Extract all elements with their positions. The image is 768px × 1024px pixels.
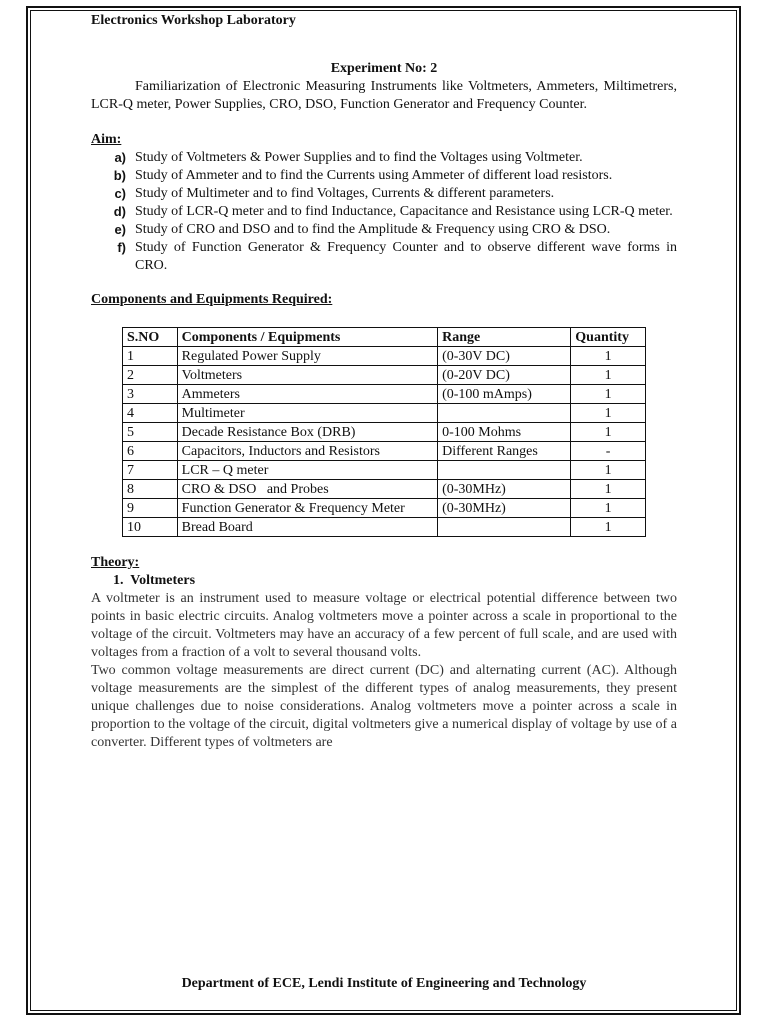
cell-component: Multimeter	[177, 404, 437, 423]
cell-component: Function Generator & Frequency Meter	[177, 499, 437, 518]
cell-sno: 3	[123, 385, 178, 404]
cell-sno: 5	[123, 423, 178, 442]
page-content	[91, 60, 677, 752]
column-header-quantity: Quantity	[571, 328, 646, 347]
cell-range: (0-30MHz)	[438, 499, 571, 518]
aim-item-letter: e)	[114, 222, 126, 237]
aim-item	[91, 239, 677, 275]
cell-quantity: 1	[571, 404, 646, 423]
lab-title: Electronics Workshop Laboratory	[91, 13, 296, 28]
cell-sno: 7	[123, 461, 178, 480]
aim-item-text: Study of Voltmeters & Power Supplies and to find the Voltages using Voltmeter.	[135, 150, 583, 165]
table-row	[123, 518, 646, 537]
column-header-range: Range	[438, 328, 571, 347]
cell-sno: 4	[123, 404, 178, 423]
table-row	[123, 366, 646, 385]
cell-sno: 10	[123, 518, 178, 537]
cell-sno: 2	[123, 366, 178, 385]
aim-item-letter: c)	[114, 186, 126, 201]
aim-item-letter: f)	[117, 240, 126, 255]
aim-item-text: Study of Multimeter and to find Voltages, Currents & different parameters.	[135, 186, 555, 201]
cell-component: Decade Resistance Box (DRB)	[177, 423, 437, 442]
experiment-description: Familiarization of Electronic Measuring Instruments like Voltmeters, Ammeters, Miltimetrers, LCR-Q meter, Power Supplies, CRO, DSO, Function Generator and Frequency Counter.	[91, 79, 677, 112]
cell-range: (0-20V DC)	[438, 366, 571, 385]
aim-item-letter: a)	[114, 150, 126, 165]
table-row	[123, 442, 646, 461]
column-header-sno: S.NO	[123, 328, 178, 347]
theory-paragraph: A voltmeter is an instrument used to measure voltage or electrical potential difference between two points in basic electric circuits. Analog voltmeters move a pointer across a scale in proportional to the voltage of the circuit. Voltmeters may have an accuracy of a few percent of full scale, and are used with voltages from a fraction of a volt to several thousand volts.	[91, 591, 677, 660]
components-heading: Components and Equipments Required:	[91, 292, 333, 307]
cell-range	[438, 461, 571, 480]
aim-item	[91, 185, 677, 203]
aim-item-letter: d)	[113, 204, 126, 219]
aim-item	[91, 167, 677, 185]
cell-sno: 1	[123, 347, 178, 366]
cell-range: (0-100 mAmps)	[438, 385, 571, 404]
cell-sno: 6	[123, 442, 178, 461]
theory-heading: Theory:	[91, 555, 140, 570]
cell-component: Bread Board	[177, 518, 437, 537]
cell-component: Capacitors, Inductors and Resistors	[177, 442, 437, 461]
page-footer: Department of ECE, Lendi Institute of Engineering and Technology	[181, 976, 587, 991]
cell-quantity: 1	[571, 518, 646, 537]
cell-range: Different Ranges	[438, 442, 571, 461]
table-row	[123, 480, 646, 499]
table-row	[123, 499, 646, 518]
theory-subheading: 1. Voltmeters	[113, 573, 196, 588]
cell-range	[438, 518, 571, 537]
aim-item-text: Study of Function Generator & Frequency Counter and to observe different wave forms in CRO.	[135, 240, 677, 273]
cell-component: Regulated Power Supply	[177, 347, 437, 366]
table-row	[123, 347, 646, 366]
equipment-table	[122, 327, 646, 537]
cell-component: LCR – Q meter	[177, 461, 437, 480]
cell-quantity: 1	[571, 366, 646, 385]
aim-heading: Aim:	[91, 132, 122, 147]
aim-item	[91, 203, 677, 221]
aim-item-text: Study of LCR-Q meter and to find Inductance, Capacitance and Resistance using LCR-Q meter.	[135, 204, 673, 219]
cell-range: (0-30V DC)	[438, 347, 571, 366]
cell-component: Ammeters	[177, 385, 437, 404]
cell-quantity: 1	[571, 480, 646, 499]
cell-quantity: 1	[571, 385, 646, 404]
cell-sno: 8	[123, 480, 178, 499]
table-row	[123, 404, 646, 423]
table-row	[123, 461, 646, 480]
cell-quantity: 1	[571, 423, 646, 442]
cell-quantity: 1	[571, 499, 646, 518]
cell-quantity: 1	[571, 347, 646, 366]
aim-item-letter: b)	[113, 168, 126, 183]
cell-component: CRO & DSO and Probes	[177, 480, 437, 499]
table-row	[123, 423, 646, 442]
aim-item	[91, 221, 677, 239]
table-header-row	[123, 328, 646, 347]
cell-quantity: -	[571, 442, 646, 461]
aim-item	[91, 149, 677, 167]
cell-range: 0-100 Mohms	[438, 423, 571, 442]
cell-range: (0-30MHz)	[438, 480, 571, 499]
cell-component: Voltmeters	[177, 366, 437, 385]
experiment-title: Experiment No: 2	[330, 61, 438, 76]
aim-item-text: Study of CRO and DSO and to find the Amplitude & Frequency using CRO & DSO.	[135, 222, 611, 237]
cell-sno: 9	[123, 499, 178, 518]
cell-quantity: 1	[571, 461, 646, 480]
aim-item-text: Study of Ammeter and to find the Currents using Ammeter of different load resistors.	[135, 168, 613, 183]
column-header-components: Components / Equipments	[177, 328, 437, 347]
table-row	[123, 385, 646, 404]
aim-list	[91, 149, 677, 275]
theory-paragraph: Two common voltage measurements are direct current (DC) and alternating current (AC). Although voltage measurements are the simplest of the different types of analog measurements, they present unique challenges due to noise considerations. Analog voltmeters move a pointer across a scale in proportion to the voltage of the circuit, digital voltmeters give a numerical display of voltage by use of a converter. Different types of voltmeters are	[91, 663, 677, 750]
cell-range	[438, 404, 571, 423]
